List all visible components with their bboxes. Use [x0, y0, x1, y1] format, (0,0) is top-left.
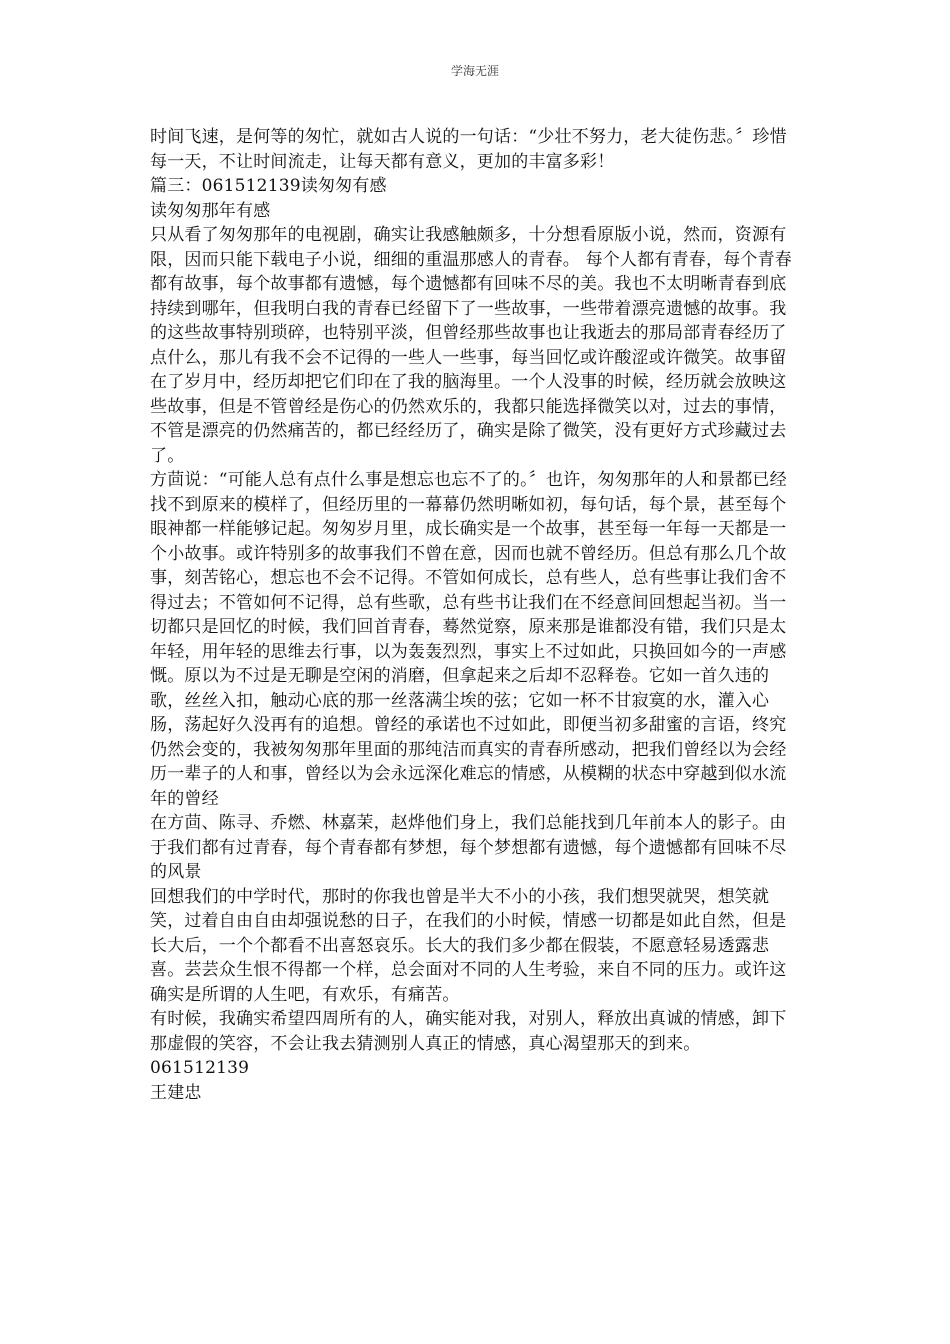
paragraph-body: 方茴说：“可能人总有点什么事是想忘也忘不了的。〞也许，匆匆那年的人和景都已经找不到原来的模样了，但经历里的一幕幕仍然明晰如初，每句话，每个景，甚至每个眼神都一样能够记起。匆匆岁月里，成长确实是一个故事，甚至每一年每一天都是一个小故事。或许特别多的故事我们不曾在意，因而也就不曾经历。但总有那么几个故事，刻苦铭心，想忘也不会不记得。不管如何成长，总有些人，总有些事让我们舍不得过去；不管如何不记得，总有些歌，总有些书让我们在不经意间回想起当初。当一切都只是回忆的时候，我们回首青春，蓦然觉察，原来那是谁都没有错，我们只是太年轻，用年轻的思维去行事，以为轰轰烈烈，事实上不过如此，只换回如今的一声感慨。原以为不过是无聊是空闲的消磨，但拿起来之后却不忍释卷。它如一首久违的歌，丝丝入扣，触动心底的那一丝落满尘埃的弦；它如一杯不甘寂寞的水，灌入心肠，荡起好久没再有的追想。曾经的承诺也不过如此，即便当初多甜蜜的言语，终究仍然会变的，我被匆匆那年里面的那纯洁而真实的青春所感动，把我们曾经以为会经历一辈子的人和事，曾经以为会永远深化难忘的情感，从模糊的状态中穿越到似水流年的曾经 — [150, 470, 787, 809]
paragraph-intro: 时间飞速，是何等的匆忙，就如古人说的一句话：“少壮不努力，老大徒伤悲。〞珍惜每一天，不让时间流走，让每天都有意义，更加的丰富多彩！ — [150, 127, 787, 172]
student-id: 061512139 — [150, 1058, 250, 1078]
paragraph-body: 有时候，我确实希望四周所有的人，确实能对我，对别人，释放出真诚的情感，卸下那虚假的笑容，不会让我去猜测别人真正的情感，真心渴望那天的到来。 — [150, 1009, 787, 1054]
essay-title: 读匆匆那年有感 — [150, 200, 271, 221]
paragraph-body: 回想我们的中学时代，那时的你我也曾是半大不小的小孩，我们想哭就哭，想笑就笑，过着自由自由却强说愁的日子，在我们的小时候，情感一切都是如此自然，但是长大后，一个个都看不出喜怒哀乐。长大的我们多少都在假装，不愿意轻易透露悲喜。芸芸众生恨不得都一个样，总会面对不同的人生考验，来自不同的压力。或许这确实是所谓的人生吧，有欢乐，有痛苦。 — [150, 886, 787, 1005]
paragraph-body: 在方茴、陈寻、乔燃、林嘉茉，赵烨他们身上，我们总能找到几年前本人的影子。由于我们都有过青春，每个青春都有梦想，每个梦想都有遗憾，每个遗憾都有回味不尽的风景 — [150, 813, 787, 882]
author-name: 王建忠 — [150, 1082, 202, 1103]
document-body — [150, 125, 796, 1105]
section-heading: 篇三：061512139读匆匆有感 — [150, 176, 387, 196]
page-header: 学海无涯 — [450, 64, 499, 78]
paragraph-body: 只从看了匆匆那年的电视剧，确实让我感触颇多，十分想看原版小说，然而，资源有限，因而只能下载电子小说，细细的重温那感人的青春。 每个人都有青春，每个青春都有故事，每个故事都有遗憾，每个遗憾都有回味不尽的美。我也不太明晰青春到底持续到哪年，但我明白我的青春已经留下了一些故事，一些带着漂亮遗憾的故事。我的这些故事特别琐碎，也特别平淡，但曾经那些故事也让我逝去的那局部青春经历了点什么，那儿有我不会不记得的一些人一些事，每当回忆或许酸涩或许微笑。故事留在了岁月中，经历却把它们印在了我的脑海里。一个人没事的时候，经历就会放映这些故事，但是不管曾经是伤心的仍然欢乐的，我都只能选择微笑以对，过去的事情，不管是漂亮的仍然痛苦的，都已经经历了，确实是除了微笑，没有更好方式珍藏过去了。 — [150, 225, 793, 466]
